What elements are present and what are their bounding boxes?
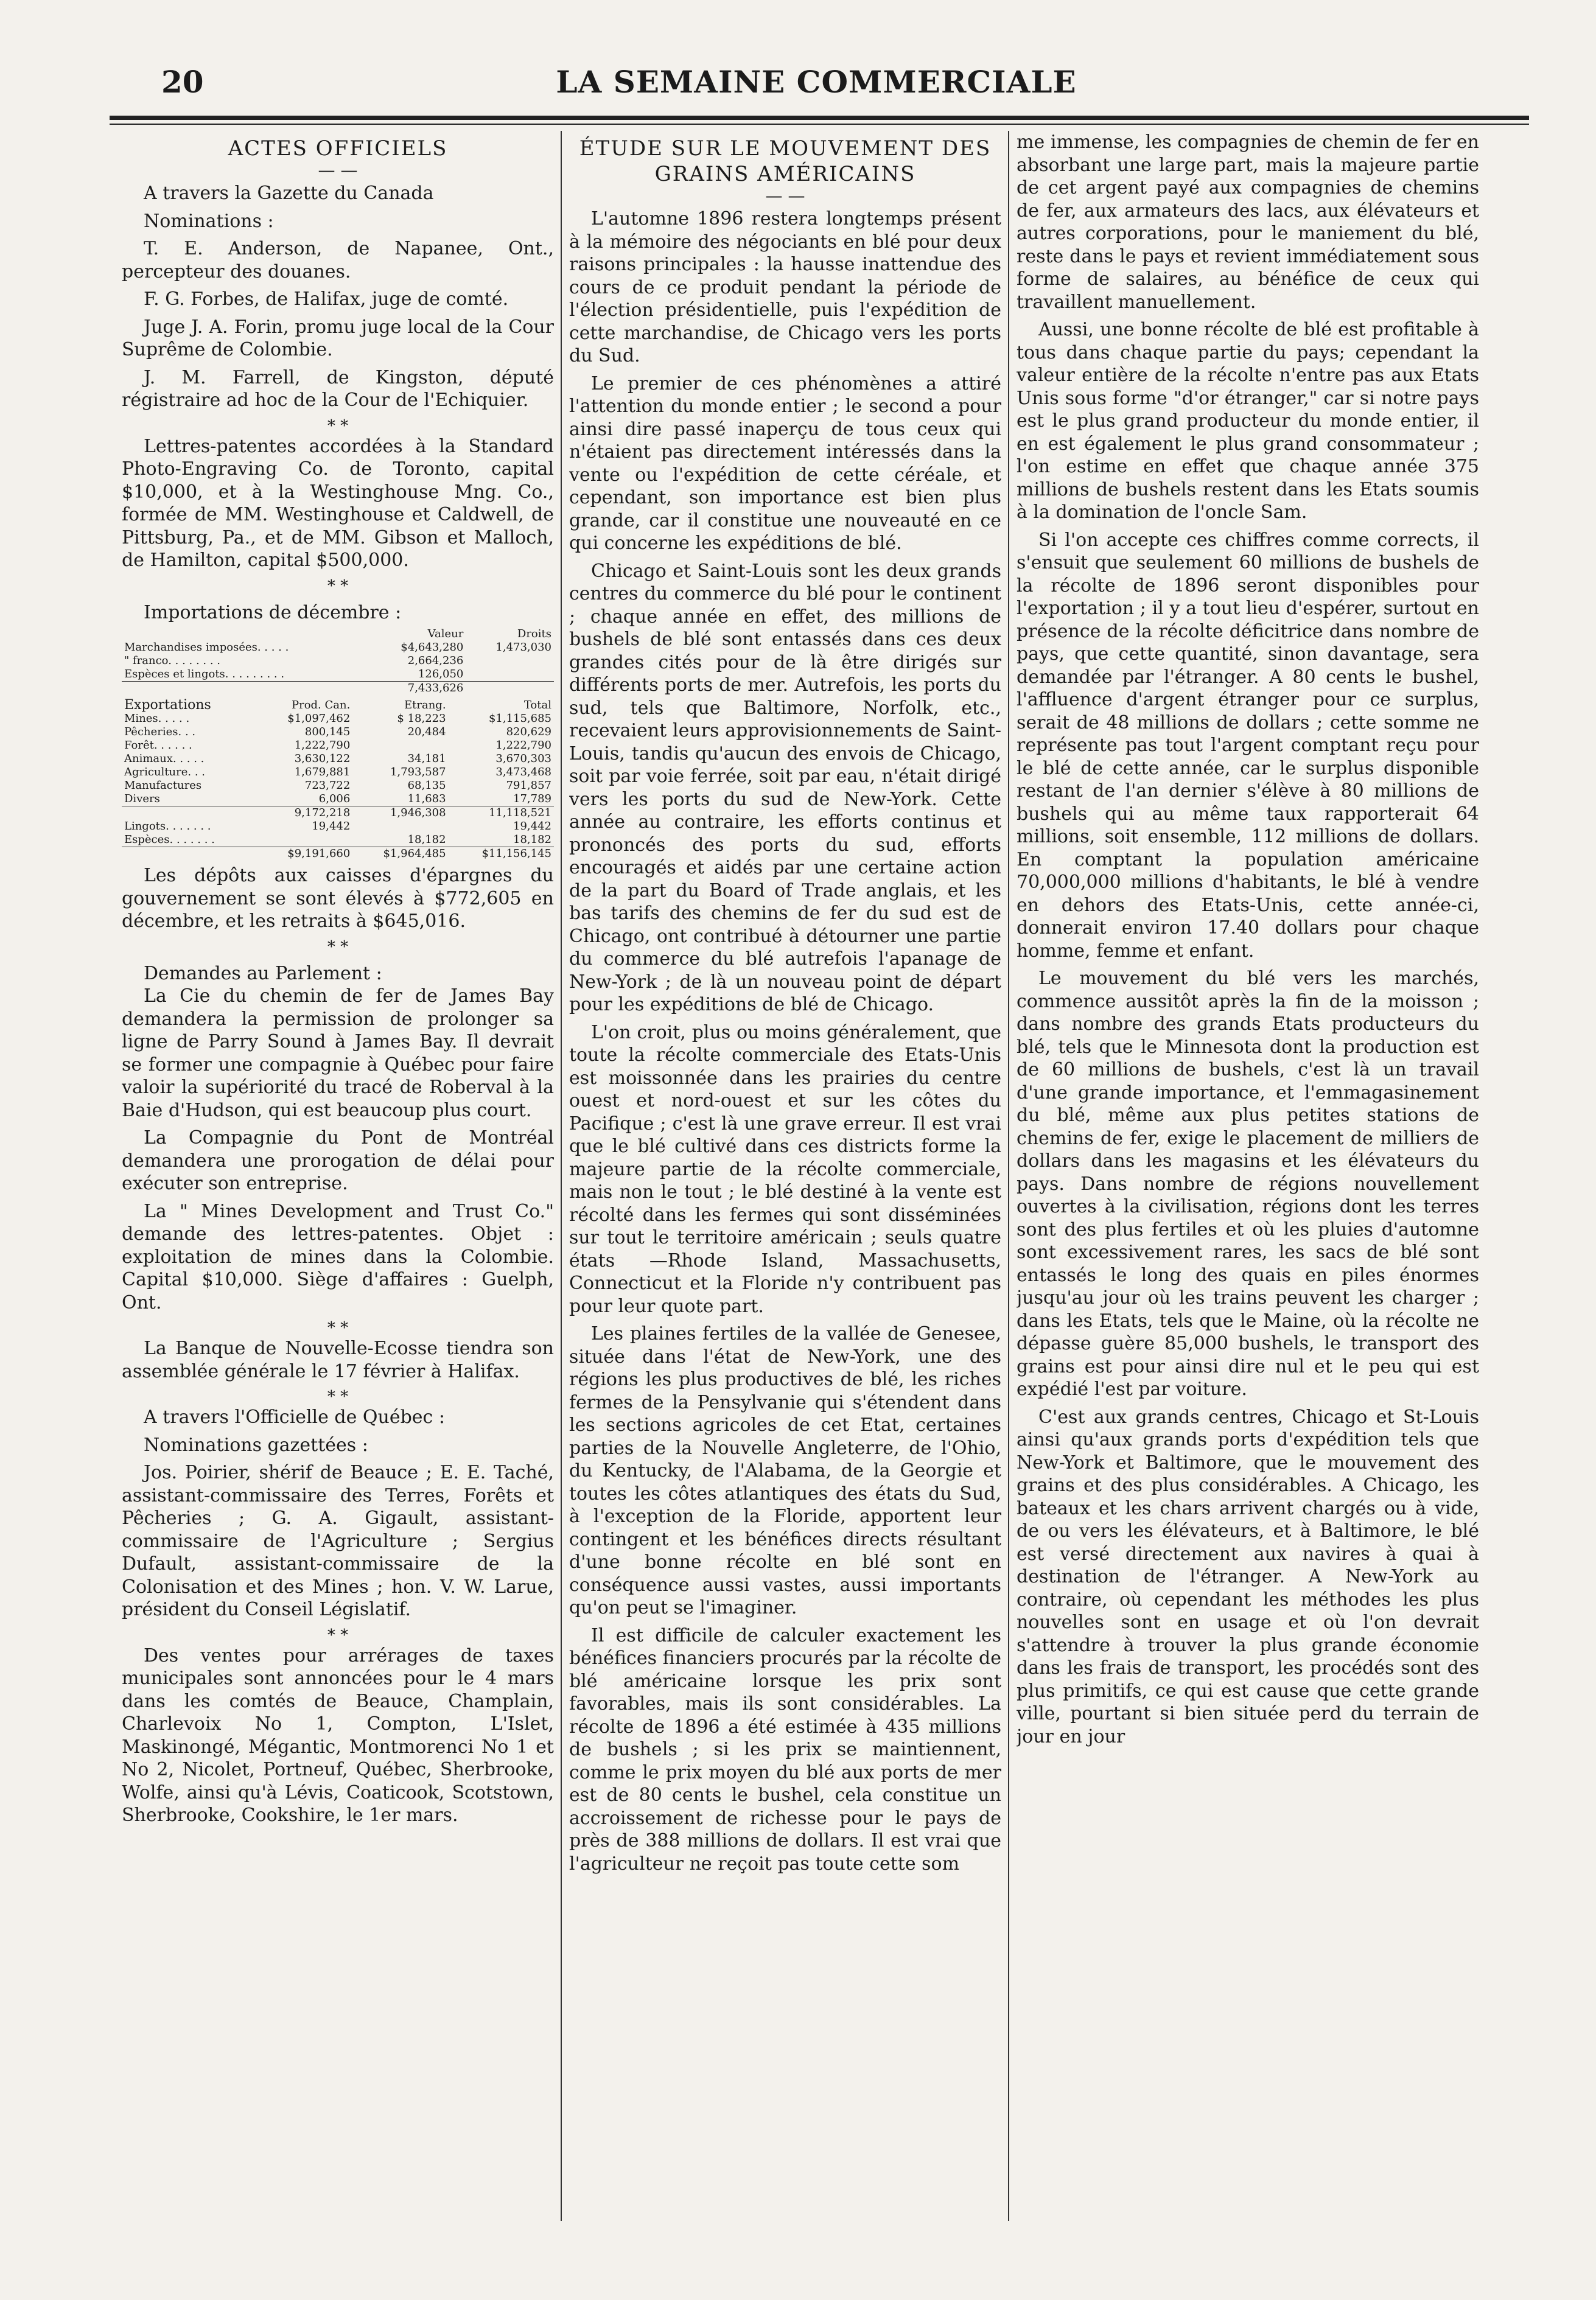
- table-row: Espèces et lingots. . . . . . . . . 126,050: [124, 668, 464, 680]
- demande-paragraph: La Compagnie du Pont de Montréal demandera une prorogation de délai pour exécuter son entreprise.: [122, 1127, 554, 1194]
- ventes-paragraph: Des ventes pour arrérages de taxes municipales sont annoncées pour le 4 mars dans les comtés de Beauce, Champlain, Charlevoix No 1, Compton, L'Islet, Maskinongé, Mégantic, Montmorenci No 1 et No 2, Nicolet, Portneuf, Québec, Sherbrooke, Wolfe, ainsi qu'à Lévis, Coaticook, Scotstown, Sherbrooke, Cookshire, le 1er mars.: [122, 1645, 554, 1826]
- table-row: Lingots. . . . . . . 19,442 19,442: [124, 820, 551, 833]
- article-paragraph: Le premier de ces phénomènes a attiré l'attention du monde entier ; le second a pour ainsi dire passé inaperçu de tous ceux qui n'étaient pas directement intéressés dans la vente ou l'expédition de cette céréale, et cependant, son importance est bien plus grande, car il constitue une nouveauté en ce qui concerne les expéditions de blé.: [569, 372, 1001, 554]
- header-valeur: Valeur: [427, 627, 464, 640]
- depots-paragraph: Les dépôts aux caisses d'épargnes du gouvernement se sont élevés à $772,605 en décembre, et les retraits à $645,016.: [122, 865, 554, 932]
- page-number: 20: [161, 64, 204, 100]
- table-row: Forêt. . . . . . 1,222,790 1,222,790: [124, 739, 551, 752]
- column-etude-continued: [1017, 131, 1479, 2221]
- article-paragraph: Chicago et Saint-Louis sont les deux grands centres du commerce du blé pour le continent ; chaque année en effet, des millions de bushels de blé sont entassés dans ces deux grandes cités pour de là être dirigés sur différents ports de mer. Autrefois, les ports du sud, tels que Baltimore, Norfolk, etc., recevaient leurs approvisionnements de Saint-Louis, tandis qu'aucun des envois de Chicago, soit par voie ferrée, soit par eau, n'était dirigé vers les ports du sud de New-York. Cette année au contraire, les efforts continus et prononcés des ports du sud, efforts encouragés et aidés par une certaine action de la part du Board of Trade anglais, et les bas tarifs des chemins de fer du sud est de Chicago, ont contribué à détourner une partie du commerce du blé autrefois l'apanage de New-York ; de là un nouveau point de départ pour les expéditions de blé de Chicago.: [569, 560, 1001, 1015]
- section-title: ACTES OFFICIELS: [228, 136, 448, 161]
- nomination-item: Juge J. A. Forin, promu juge local de la Cour Suprême de Colombie.: [122, 316, 554, 360]
- table-row: Espèces. . . . . . . 18,182 18,182: [124, 833, 551, 846]
- title-dash: — —: [765, 186, 805, 206]
- nomination-item: T. E. Anderson, de Napanee, Ont., percepteur des douanes.: [122, 238, 554, 282]
- header-rule: [110, 116, 1529, 125]
- banque-paragraph: La Banque de Nouvelle-Ecosse tiendra son assemblée générale le 17 février à Halifax.: [122, 1338, 554, 1382]
- article-paragraph: C'est aux grands centres, Chicago et St-Louis ainsi qu'aux grands ports d'expédition tels que New-York et Baltimore, que le mouvement des grains et des plus considérables. A Chicago, les bateaux et les chars arrivent chargés ou à vide, de ou vers les élévateurs, et à Baltimore, le blé est versé directement aux navires à quai à destination de l'étranger. A New-York au contraire, où cependant les méthodes les plus nouvelles sont en usage et où l'on devrait s'attendre à trouver la plus grande économie dans les frais de transport, les procédés sont des plus primitifs, ce qui est cause que cette grande ville, pourtant si bien située perd du terrain de jour en jour: [1017, 1406, 1479, 1747]
- demande-paragraph: La Cie du chemin de fer de James Bay demandera la permission de prolonger sa ligne de Parry Sound à James Bay. Il devrait se former une compagnie à Québec pour faire valoir la supériorité du tracé de Roberval à la Baie d'Hudson, qui est beaucoup plus court.: [122, 985, 554, 1121]
- column-actes-officiels: [122, 131, 554, 2221]
- table-row: Agriculture. . . 1,679,881 1,793,587 3,473,468: [124, 766, 551, 778]
- lettres-patentes: Lettres-patentes accordées à la Standard Photo-Engraving Co. de Toronto, capital $10,000, et à la Westinghouse Mng. Co., formée de MM. Westinghouse et Caldwell, de Pittsburg, Pa., et de MM. Gibson et Malloch, de Hamilton, capital $500,000.: [122, 435, 554, 571]
- header-prod: Prod. Can.: [291, 699, 351, 711]
- intro-line: A travers la Gazette du Canada: [144, 183, 434, 204]
- article-paragraph: Aussi, une bonne récolte de blé est profitable à tous dans chaque partie du pays; cependant la valeur entière de la récolte n'entre pas aux Etats Unis sous forme "d'or étranger," car si notre pays est le plus grand producteur du monde entier, il en est également le plus grand consommateur ; l'on estime en effet que chaque année 375 millions de bushels restent dans les Etats soumis à la domination de l'oncle Sam.: [1017, 319, 1479, 523]
- column-etude-grains: [569, 131, 1001, 2221]
- article-paragraph: Il est difficile de calculer exactement les bénéfices financiers procurés par la récolte de blé américaine lorsque les prix sont favorables, mais ils sont considérables. La récolte de 1896 a été estimée à 435 millions de bushels ; si les prix se maintiennent, comme le prix moyen du blé aux ports de mer est de 80 cents le bushel, cela constitue un accroissement de richesse pour le pays de près de 388 millions de dollars. Il est vrai que l'agriculteur ne reçoit pas toute cette som: [569, 1624, 1001, 1875]
- table-row: Divers 6,006 11,683 17,789: [124, 792, 551, 805]
- article-paragraph: me immense, les compagnies de chemin de fer en absorbant une large part, mais la majeure partie de cet argent payé aux compagnies de chemins de fer, aux armateurs des lacs, aux élévateurs et autres corporations, pour le maniement du blé, reste dans le pays et revient immédiatement sous forme de salaires, au bénéfice de ceux qui travaillent manuellement.: [1017, 131, 1479, 313]
- table-row: Manufactures 723,722 68,135 791,857: [124, 779, 551, 792]
- officielle-intro: A travers l'Officielle de Québec :: [144, 1407, 445, 1428]
- column-divider: [1008, 131, 1009, 2221]
- section-stars: * *: [327, 937, 349, 956]
- nominations-gazettees-label: Nominations gazettées :: [144, 1434, 368, 1456]
- header-droits: Droits: [517, 627, 551, 640]
- exports-table: [122, 699, 554, 861]
- section-stars: * *: [327, 576, 349, 595]
- column-divider: [561, 131, 562, 2221]
- demande-paragraph: La " Mines Development and Trust Co." demande des lettres-patentes. Objet : exploitation de mines dans la Colombie. Capital $10,000. Siège d'affaires : Guelph, Ont.: [122, 1200, 554, 1313]
- exports-body: [122, 712, 554, 861]
- header-exportations: Exportations: [124, 697, 211, 713]
- article-title-line2: GRAINS AMÉRICAINS: [654, 162, 916, 186]
- table-row: " franco. . . . . . . . 2,664,236: [124, 654, 464, 667]
- section-stars: * *: [327, 1319, 349, 1337]
- article-title-line1: ÉTUDE SUR LE MOUVEMENT DES: [579, 136, 992, 161]
- article-paragraph: Le mouvement du blé vers les marchés, commence aussitôt après la fin de la moisson ; dans nombre des grands Etats producteurs du blé, tels que le Minnesota dont la production est de 60 millions de bushels, c'est là un travail d'une grande importance, et l'emmagasinement du blé, même aux plus petites stations de chemins de fer, exige le placement de milliers de dollars dans les magasins et les élévateurs du pays. Dans nombre de régions nouvellement ouvertes à la civilisation, régions dont les terres sont des plus fertiles et où les pluies d'automne sont excessivement rares, les sacs de blé sont entassés le long des quais en piles énormes jusqu'au jour où les trains peuvent les charger ; dans les Etats, tels que le Maine, où la récolte ne dépasse guère 85,000 bushels, le transport des grains est pour ainsi dire nul et le peu qui est expédié l'est par voiture.: [1017, 968, 1479, 1400]
- imports-title: Importations de décembre :: [144, 601, 402, 623]
- masthead: LA SEMAINE COMMERCIALE: [556, 64, 1077, 100]
- table-row: Animaux. . . . . 3,630,122 34,181 3,670,303: [124, 752, 551, 765]
- imports-table: [122, 627, 554, 695]
- table-row: Pêcheries. . . 800,145 20,484 820,629: [124, 725, 551, 738]
- table-row-total: 7,433,626: [122, 682, 554, 696]
- demandes-title: Demandes au Parlement :: [144, 962, 382, 984]
- article-paragraph: L'on croit, plus ou moins généralement, que toute la récolte commerciale des Etats-Unis est moissonnée dans les prairies du centre ouest et nord-ouest et sur les côtes du Pacifique ; c'est là une grave erreur. Il est vrai que le blé cultivé dans ces districts forme la majeure partie de la récolte commerciale, mais non le tout ; le blé destiné à la vente est récolté dans les fermes qui sont disséminées sur tout le territoire américain ; seuls quatre états —Rhode Island, Massachusetts, Connecticut et la Floride n'y contribuent pas pour leur quote part.: [569, 1021, 1001, 1317]
- page-header: [103, 58, 1529, 107]
- section-stars: * *: [327, 1388, 349, 1406]
- section-stars: * *: [327, 1626, 349, 1645]
- header-total: Total: [523, 699, 551, 711]
- nomination-item: F. G. Forbes, de Halifax, juge de comté.: [144, 288, 509, 310]
- table-row: Marchandises imposées. . . . . $4,643,280 1,473,030: [124, 641, 551, 654]
- nominations-gazettees-text: Jos. Poirier, shérif de Beauce ; E. E. Taché, assistant-commissaire des Terres, Forêts et Pêcheries ; G. A. Gigault, assistant-commissaire de l'Agriculture ; Sergius Dufault, assistant-commissaire de la Colonisation et des Mines ; hon. V. W. Larue, président du Conseil Législatif.: [122, 1462, 554, 1620]
- table-row: Mines. . . . . $1,097,462 $ 18,223 $1,115,685: [124, 712, 551, 725]
- section-stars: * *: [327, 416, 349, 435]
- article-paragraph: Si l'on accepte ces chiffres comme corrects, il s'ensuit que seulement 60 millions de bushels de la récolte de 1896 seront disponibles pour l'exportation ; il y a tout lieu d'espérer, surtout en présence de la récolte déficitrice dans nombre de pays, que cette quantité, sinon davantage, sera demandée par l'étranger. A 80 cents le bushel, l'affluence d'argent étranger pour ce surplus, serait de 48 millions de dollars ; cette somme ne représente pas tout l'argent comptant reçu pour le blé de cette année, car le surplus disponible restant de l'an dernier s'élève à 80 millions de bushels qui au même taux rapporterait 64 millions, soit ensemble, 112 millions de dollars. En comptant la population américaine 70,000,000 millions d'habitants, le blé à vendre en dehors des Etats-Unis, cette année-ci, donnerait environ 17.40 dollars pour chaque homme, femme et enfant.: [1017, 529, 1479, 962]
- nominations-label: Nominations :: [144, 210, 274, 232]
- article-paragraph: L'automne 1896 restera longtemps présent à la mémoire des négociants en blé pour deux raisons principales : la hausse inattendue des cours de ce produit pendant la période de l'élection présidentielle, puis l'expédition de cette marchandise, de Chicago vers les ports du Sud.: [569, 208, 1001, 366]
- table-row-total: 9,172,218 1,946,308 11,118,521: [122, 806, 554, 820]
- nomination-item: J. M. Farrell, de Kingston, député régistraire ad hoc de la Cour de l'Echiquier.: [122, 366, 554, 411]
- title-dash: — —: [318, 160, 358, 180]
- header-etrang: Etrang.: [404, 699, 446, 711]
- article-paragraph: Les plaines fertiles de la vallée de Genesee, située dans l'état de New-York, une des régions les plus productives de blé, les riches fermes de la Pensylvanie qui s'étendent dans les sections agricoles de cet Etat, certaines parties de la Nouvelle Angleterre, de l'Ohio, du Kentucky, de l'Alabama, de la Georgie et toutes les côtes atlantiques des états du Sud, à l'exception de la Floride, apportent leur contingent et les bénéfices directs résultant d'une bonne récolte en blé sont en conséquence aussi vastes, aussi importants qu'on peut se l'imaginer.: [569, 1323, 1001, 1618]
- table-row-total: $9,191,660 $1,964,485 $11,156,145: [122, 847, 554, 861]
